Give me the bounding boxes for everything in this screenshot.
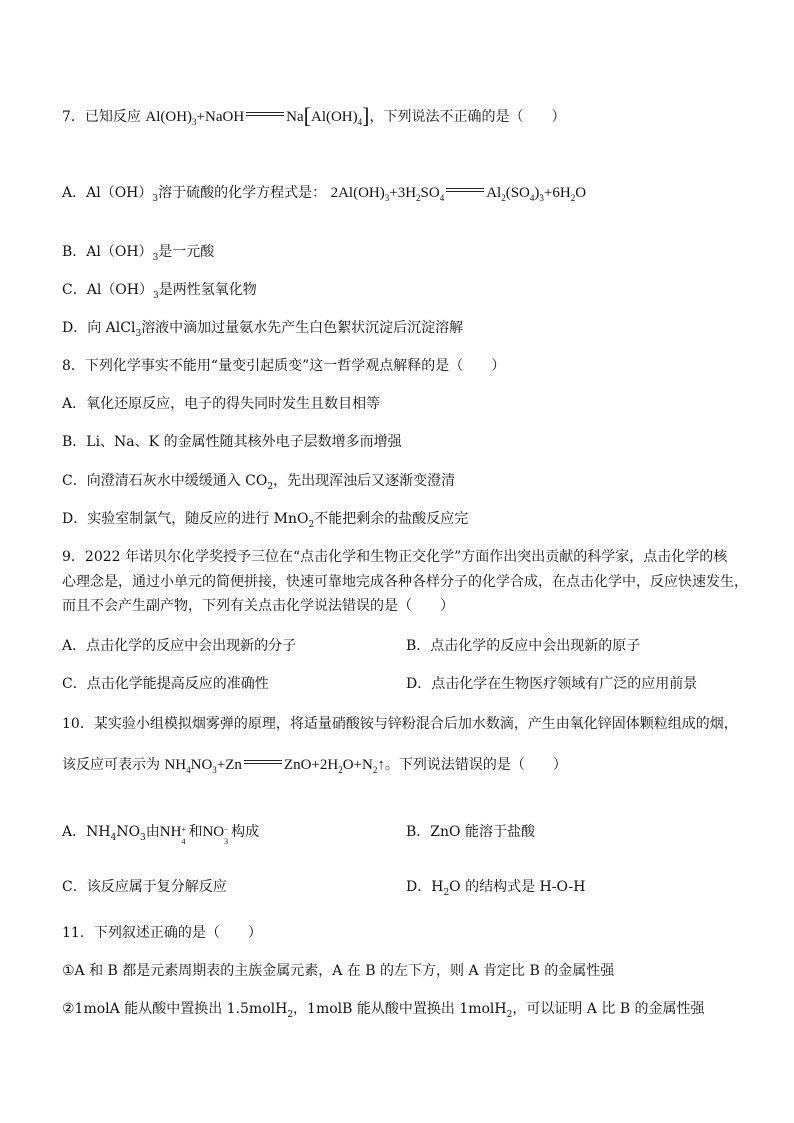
q9-option-d: D．点击化学在生物医疗领域有广泛的应用前景 bbox=[406, 676, 698, 692]
q7-option-d: D．向 AlCl$_3$溶液中滴加过量氨水先产生白色絮状沉淀后沉淀溶解 bbox=[62, 320, 464, 339]
q9-option-b: B．点击化学的反应中会出现新的原子 bbox=[406, 638, 641, 654]
q9-options-row2 bbox=[62, 674, 698, 694]
q11-statement-2: ②1molA 能从酸中置换出 1.5molH$_2$，1molB 能从酸中置换出 1molH$_2$，可以证明 A 比 B 的金属性强 bbox=[62, 1001, 705, 1020]
gas-arrow-icon: ↑ bbox=[377, 757, 385, 773]
q9-option-a: A．点击化学的反应中会出现新的分子 bbox=[62, 638, 297, 654]
q10-option-a: A．$NH_4NO_3$由NH + 4 和NO − 3 构成 bbox=[62, 824, 260, 846]
equals-sign bbox=[246, 110, 284, 120]
equals-sign bbox=[244, 758, 282, 768]
q9-stem-line3: 而且不会产生副产物，下列有关点击化学说法错误的是（ ） bbox=[62, 598, 454, 614]
q7-option-a: A．$Al(OH)_3$溶于硫酸的化学方程式是： $2Al(OH)_3+3H_2SO_4$ $Al_2(SO_4)_3+6H_2O$ bbox=[62, 185, 587, 204]
q11-stem: 11．下列叙述正确的是（ ） bbox=[62, 925, 262, 941]
q9-option-c: C．点击化学能提高反应的准确性 bbox=[62, 676, 269, 692]
q10-options-row1 bbox=[62, 822, 535, 848]
q10-options-row2 bbox=[62, 877, 586, 898]
q7-option-b: B．$Al(OH)_3$是一元酸 bbox=[62, 244, 215, 263]
q9-stem-line1: 9．2022 年诺贝尔化学奖授予三位在“点击化学和生物正交化学”方面作出突出贡献的科学家，点击化学的核 bbox=[62, 549, 728, 565]
q7-stem bbox=[62, 103, 566, 132]
q9-options-row1 bbox=[62, 636, 641, 656]
q7-number: 7．已知反应 bbox=[62, 109, 141, 125]
q8-stem: 8．下列化学事实不能用“量变引起质变”这一哲学观点解释的是（ ） bbox=[62, 358, 506, 374]
q7-a-equation: $2Al(OH)_3+3H_2SO_4$ $Al_2(SO_4)_3+6H_2O$ bbox=[330, 185, 587, 203]
q7-equation: $Al(OH)_3+NaOH$ $Na[Al(OH)_4]$ bbox=[145, 103, 370, 128]
q8-option-c: C．向澄清石灰水中缓缓通入 $CO_2$，先出现浑浊后又逐渐变澄清 bbox=[62, 473, 456, 492]
q10-option-d: D．$H_2O$ 的结构式是 H-O-H bbox=[406, 879, 586, 898]
q11-statement-1: ①A 和 B 都是元素周期表的主族金属元素，A 在 B 的左下方，则 A 肯定比 B 的金属性强 bbox=[62, 963, 615, 979]
q8-option-a: A．氧化还原反应，电子的得失同时发生且数目相等 bbox=[62, 396, 381, 412]
q9-stem-line2: 心理念是，通过小单元的简便拼接，快速可靠地完成各种各样分子的化学合成，在点击化学中，反应快速发生， bbox=[62, 574, 748, 590]
q7-tail: ，下列说法不正确的是（ ） bbox=[369, 109, 566, 125]
q10-option-b: B．ZnO 能溶于盐酸 bbox=[406, 824, 535, 840]
q10-stem-line1: 10．某实验小组模拟烟雾弹的原理，将适量硝酸铵与锌粉混合后加水数滴，产生由氧化锌固体颗粒组成的烟， bbox=[62, 716, 738, 732]
q8-option-b: B．Li、Na、K 的金属性随其核外电子层数增多而增强 bbox=[62, 434, 402, 450]
q10-option-c: C．该反应属于复分解反应 bbox=[62, 879, 227, 895]
q7-option-c: C．$Al(OH)_3$是两性氢氧化物 bbox=[62, 282, 257, 301]
q10-stem-line2: 该反应可表示为 $NH_4NO_3+Zn$ $ZnO+2H_2O+N_2↑$。下列说法错误的是（ ） bbox=[62, 757, 567, 775]
q8-option-d: D．实验室制氯气，随反应的进行 MnO$_2$不能把剩余的盐酸反应完 bbox=[62, 511, 469, 530]
q10-equation: $NH_4NO_3+Zn$ $ZnO+2H_2O+N_2↑$ bbox=[164, 757, 385, 775]
equals-sign bbox=[446, 186, 484, 196]
